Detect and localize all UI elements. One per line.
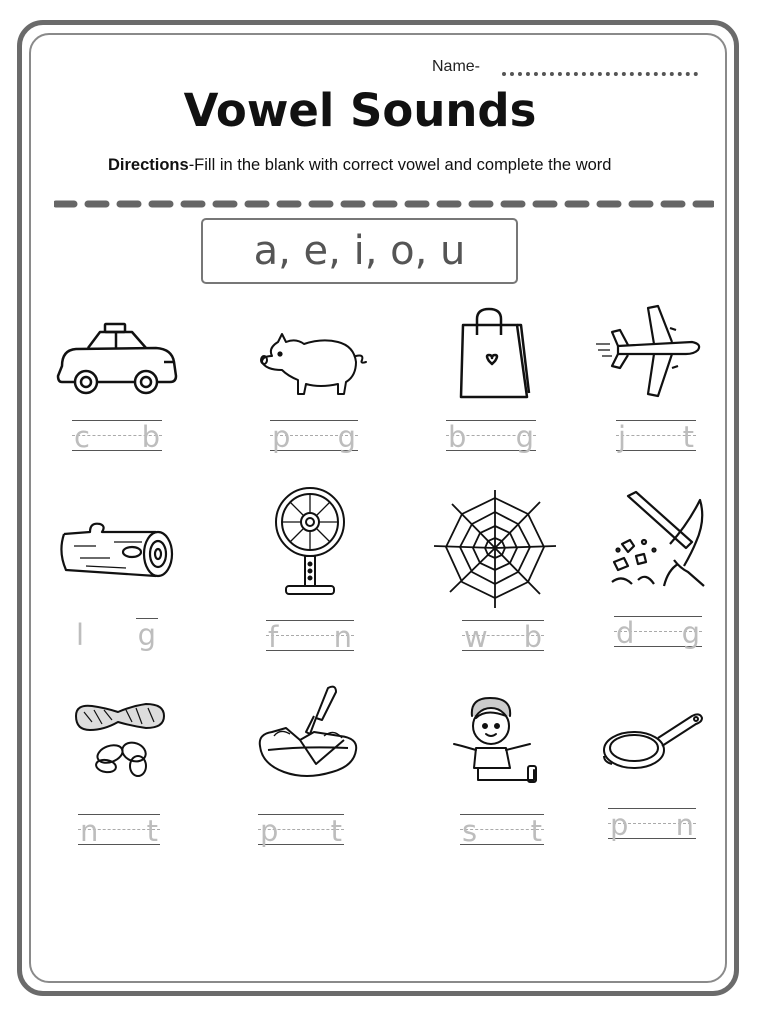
first-letter: n xyxy=(80,814,99,848)
log-icon xyxy=(56,520,176,582)
page-title: Vowel Sounds xyxy=(183,84,537,137)
pie-icon xyxy=(254,684,362,782)
last-letter: n xyxy=(333,620,352,654)
directions-label: Directions xyxy=(108,156,189,174)
dashed-divider xyxy=(54,200,714,208)
frying-pan-icon xyxy=(600,710,704,774)
first-letter: p xyxy=(260,814,279,848)
trace-blank-sit[interactable] xyxy=(460,814,544,848)
first-letter: d xyxy=(616,616,635,650)
first-letter: s xyxy=(462,814,478,848)
first-letter: l xyxy=(76,618,85,652)
last-letter: g xyxy=(137,618,156,652)
trace-blank-cab[interactable] xyxy=(72,420,162,454)
directions xyxy=(108,156,611,175)
trace-blank-fan[interactable] xyxy=(266,620,354,654)
last-letter: b xyxy=(141,420,160,454)
pig-icon xyxy=(258,330,370,400)
name-label: Name- xyxy=(432,58,481,75)
last-letter: b xyxy=(523,620,542,654)
spider-web-icon xyxy=(432,488,558,610)
shopping-bag-icon xyxy=(455,305,533,401)
trace-blank-nut[interactable] xyxy=(78,814,160,848)
airplane-icon xyxy=(594,300,706,400)
taxi-car-icon xyxy=(56,318,180,400)
pickaxe-digging-icon xyxy=(608,490,708,590)
last-letter: n xyxy=(675,808,694,842)
last-letter: g xyxy=(515,420,534,454)
last-letter: t xyxy=(530,814,542,848)
first-letter: p xyxy=(272,420,291,454)
first-letter: w xyxy=(464,620,488,654)
first-letter: f xyxy=(268,620,279,654)
peanut-icon xyxy=(72,700,168,778)
trace-blank-dig[interactable] xyxy=(614,616,702,650)
trace-blank-log[interactable] xyxy=(74,618,158,652)
last-letter: t xyxy=(330,814,342,848)
last-letter: g xyxy=(681,616,700,650)
trace-blank-web[interactable] xyxy=(462,620,544,654)
first-letter: j xyxy=(618,420,627,454)
first-letter: p xyxy=(610,808,629,842)
trace-blank-jet[interactable] xyxy=(616,420,696,454)
trace-blank-pig[interactable] xyxy=(270,420,358,454)
vowel-box: a, e, i, o, u xyxy=(201,218,518,284)
name-input-line[interactable] xyxy=(502,72,698,76)
first-letter: c xyxy=(74,420,90,454)
trace-blank-bag[interactable] xyxy=(446,420,536,454)
fan-icon xyxy=(272,484,348,600)
trace-blank-pot[interactable] xyxy=(258,814,344,848)
last-letter: t xyxy=(146,814,158,848)
trace-blank-pan[interactable] xyxy=(608,808,696,842)
sitting-boy-icon xyxy=(450,694,542,790)
last-letter: g xyxy=(337,420,356,454)
first-letter: b xyxy=(448,420,467,454)
last-letter: t xyxy=(682,420,694,454)
directions-text: -Fill in the blank with correct vowel and complete the word xyxy=(188,156,612,174)
